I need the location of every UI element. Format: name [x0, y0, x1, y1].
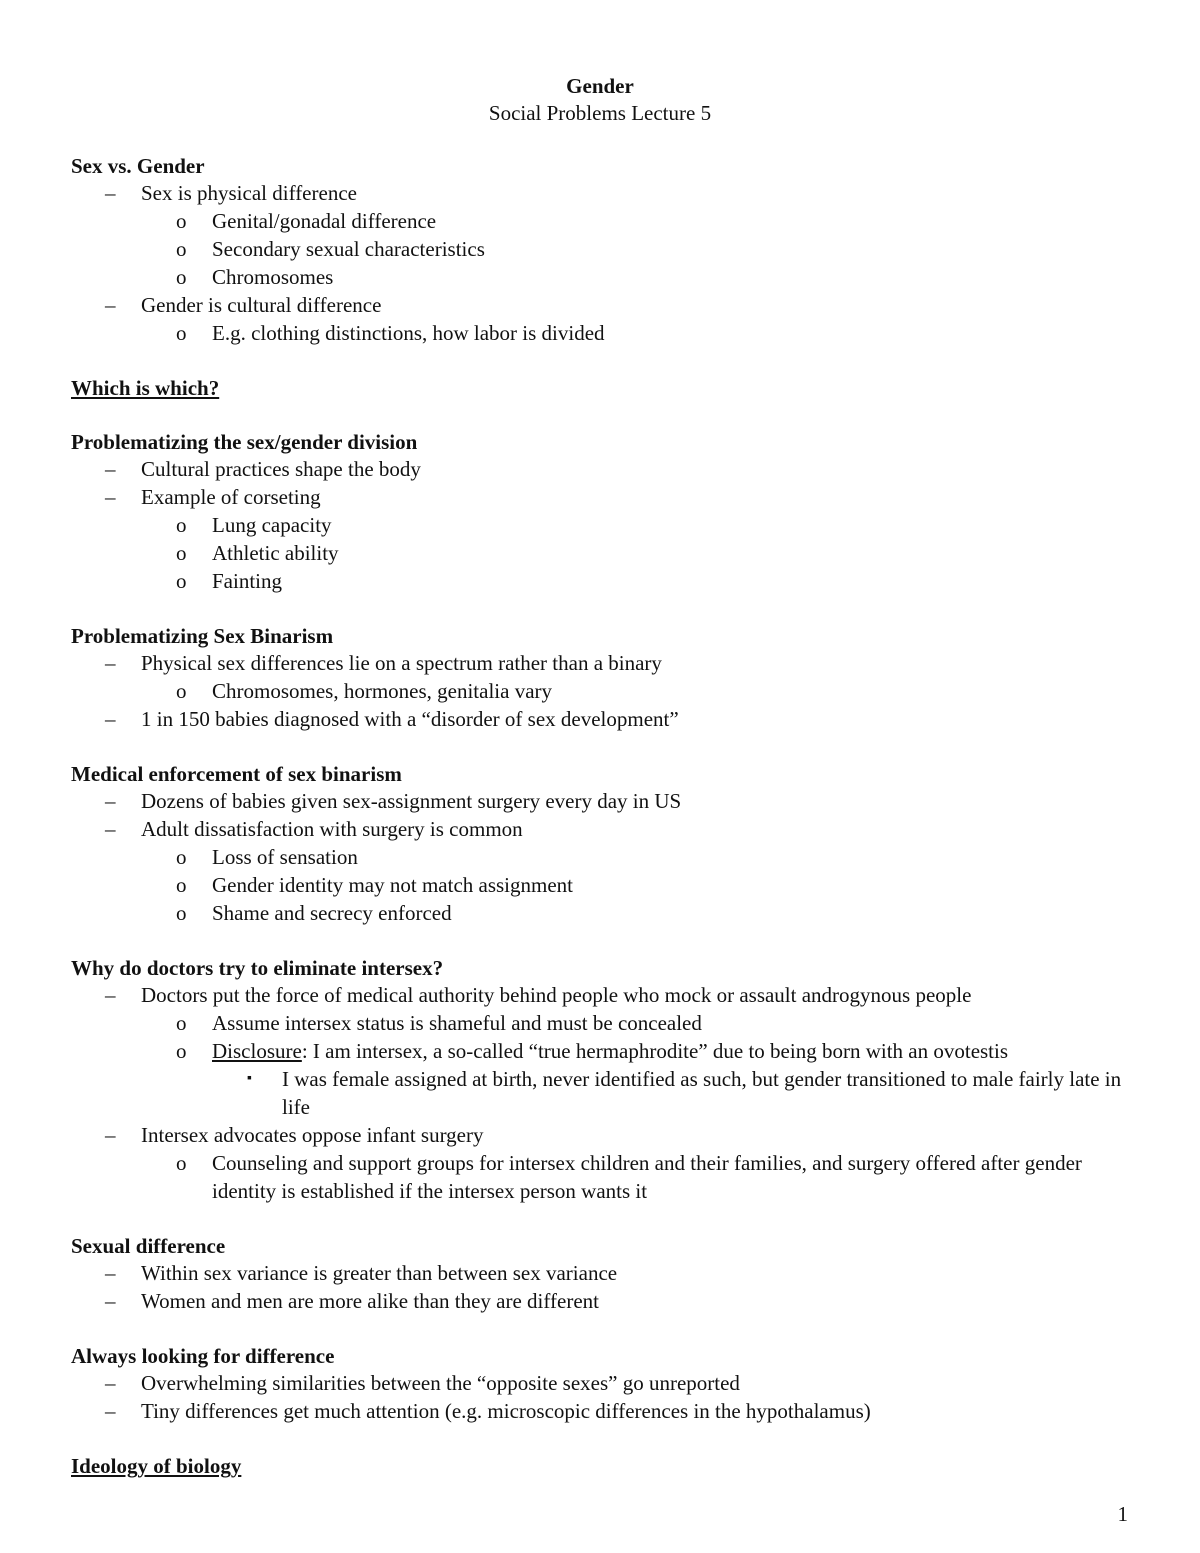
list-item	[71, 705, 1131, 733]
dash-bullet: –	[105, 651, 116, 675]
circle-bullet: o	[176, 845, 187, 869]
list-item	[71, 291, 1131, 319]
circle-bullet: o	[176, 321, 187, 345]
sub-list-item	[71, 1149, 1131, 1205]
section-eliminate-intersex	[71, 955, 1131, 1205]
list-item-text: Women and men are more alike than they are different	[141, 1289, 599, 1313]
circle-bullet: o	[176, 873, 187, 897]
dash-bullet: –	[105, 1289, 116, 1313]
sub-list-item	[71, 1009, 1131, 1037]
sub-item-text: Shame and secrecy enforced	[212, 901, 452, 925]
sub-item-text: Genital/gonadal difference	[212, 209, 437, 233]
document-body	[71, 153, 1131, 1507]
sub-list-item	[71, 539, 1131, 567]
section-sex-vs-gender	[71, 153, 1131, 347]
sub-item-text: Chromosomes	[212, 265, 334, 289]
sub-item-text: Secondary sexual characteristics	[212, 237, 485, 261]
sub-item-text: Assume intersex status is shameful and must be concealed	[212, 1011, 702, 1035]
list-item	[71, 1369, 1131, 1397]
document-title: Gender	[566, 74, 634, 98]
list-item-text: Adult dissatisfaction with surgery is common	[141, 817, 523, 841]
sub-list-item	[71, 1037, 1131, 1065]
section-heading: Medical enforcement of sex binarism	[71, 762, 402, 786]
sub-item-text: Fainting	[212, 569, 283, 593]
section-medical-enforcement	[71, 761, 1131, 927]
list-item	[71, 1121, 1131, 1149]
list-item-text: Example of corseting	[141, 485, 321, 509]
list-item	[71, 483, 1131, 511]
circle-bullet: o	[176, 679, 187, 703]
section-looking-for-difference	[71, 1343, 1131, 1425]
circle-bullet: o	[176, 1151, 187, 1175]
circle-bullet: o	[176, 209, 187, 233]
list-item-text: Overwhelming similarities between the “opposite sexes” go unreported	[141, 1371, 740, 1395]
dash-bullet: –	[105, 485, 116, 509]
sub-list-item	[71, 899, 1131, 927]
sub-list-item	[71, 235, 1131, 263]
list-item-text: Physical sex differences lie on a spectrum rather than a binary	[141, 651, 662, 675]
sub-list-item	[71, 843, 1131, 871]
list-item-text: Intersex advocates oppose infant surgery	[141, 1123, 484, 1147]
section-heading: Ideology of biology	[71, 1454, 242, 1478]
section-sexual-difference	[71, 1233, 1131, 1315]
section-heading: Always looking for difference	[71, 1344, 335, 1368]
list-item	[71, 1287, 1131, 1315]
section-heading: Problematizing Sex Binarism	[71, 624, 334, 648]
sub-list-item	[71, 207, 1131, 235]
dash-bullet: –	[105, 789, 116, 813]
section-which-is-which	[71, 375, 1131, 401]
dash-bullet: –	[105, 707, 116, 731]
sub-item-text: E.g. clothing distinctions, how labor is divided	[212, 321, 605, 345]
section-heading: Sex vs. Gender	[71, 154, 205, 178]
section-heading: Why do doctors try to eliminate intersex?	[71, 956, 444, 980]
dash-bullet: –	[105, 1371, 116, 1395]
sub-item-text: Chromosomes, hormones, genitalia vary	[212, 679, 553, 703]
sub-item-text: Gender identity may not match assignment	[212, 873, 573, 897]
disclosure-label: Disclosure	[212, 1039, 302, 1063]
circle-bullet: o	[176, 1039, 187, 1063]
section-heading: Problematizing the sex/gender division	[71, 430, 418, 454]
sub-list-item	[71, 263, 1131, 291]
sub-list-item	[71, 677, 1131, 705]
sub-item-text: Loss of sensation	[212, 845, 358, 869]
section-ideology-of-biology	[71, 1453, 1131, 1479]
section-heading: Sexual difference	[71, 1234, 226, 1258]
list-item-text: Tiny differences get much attention (e.g. microscopic differences in the hypothalamus)	[141, 1399, 871, 1423]
circle-bullet: o	[176, 265, 187, 289]
list-item-text: Sex is physical difference	[141, 181, 357, 205]
dash-bullet: –	[105, 983, 116, 1007]
list-item	[71, 1259, 1131, 1287]
list-item-text: 1 in 150 babies diagnosed with a “disorder of sex development”	[141, 707, 679, 731]
dash-bullet: –	[105, 1123, 116, 1147]
title-block	[0, 73, 1200, 127]
list-item	[71, 815, 1131, 843]
dash-bullet: –	[105, 293, 116, 317]
sub-sub-item-text: I was female assigned at birth, never identified as such, but gender transitioned to male fairly late in life	[282, 1067, 1122, 1119]
dash-bullet: –	[105, 181, 116, 205]
sub-sub-list-item	[71, 1065, 1131, 1121]
list-item-text: Doctors put the force of medical authority behind people who mock or assault androgynous people	[141, 983, 972, 1007]
list-item-text: Gender is cultural difference	[141, 293, 382, 317]
circle-bullet: o	[176, 569, 187, 593]
circle-bullet: o	[176, 901, 187, 925]
sub-item-text: Athletic ability	[212, 541, 339, 565]
list-item-text: Cultural practices shape the body	[141, 457, 421, 481]
dash-bullet: –	[105, 1261, 116, 1285]
dash-bullet: –	[105, 1399, 116, 1423]
sub-item-text: : I am intersex, a so-called “true hermaphrodite” due to being born with an ovotestis	[301, 1039, 1009, 1063]
sub-list-item	[71, 871, 1131, 899]
document-subtitle: Social Problems Lecture 5	[488, 101, 712, 125]
circle-bullet: o	[176, 513, 187, 537]
section-sex-binarism	[71, 623, 1131, 733]
section-problematizing-division	[71, 429, 1131, 595]
list-item-text: Dozens of babies given sex-assignment surgery every day in US	[141, 789, 682, 813]
list-item	[71, 649, 1131, 677]
sub-item-text: Counseling and support groups for intersex children and their families, and surgery offered after gender identity is established if the intersex person wants it	[212, 1151, 1082, 1203]
sub-list-item	[71, 511, 1131, 539]
sub-list-item	[71, 567, 1131, 595]
page-number: 1	[1117, 1502, 1128, 1526]
list-item	[71, 455, 1131, 483]
dash-bullet: –	[105, 457, 116, 481]
sub-list-item	[71, 319, 1131, 347]
list-item-text: Within sex variance is greater than between sex variance	[141, 1261, 618, 1285]
list-item	[71, 787, 1131, 815]
circle-bullet: o	[176, 541, 187, 565]
sub-item-text: Lung capacity	[212, 513, 332, 537]
section-heading: Which is which?	[71, 376, 220, 400]
square-bullet: ▪	[247, 1071, 252, 1086]
circle-bullet: o	[176, 237, 187, 261]
circle-bullet: o	[176, 1011, 187, 1035]
list-item	[71, 1397, 1131, 1425]
list-item	[71, 981, 1131, 1009]
list-item	[71, 179, 1131, 207]
dash-bullet: –	[105, 817, 116, 841]
